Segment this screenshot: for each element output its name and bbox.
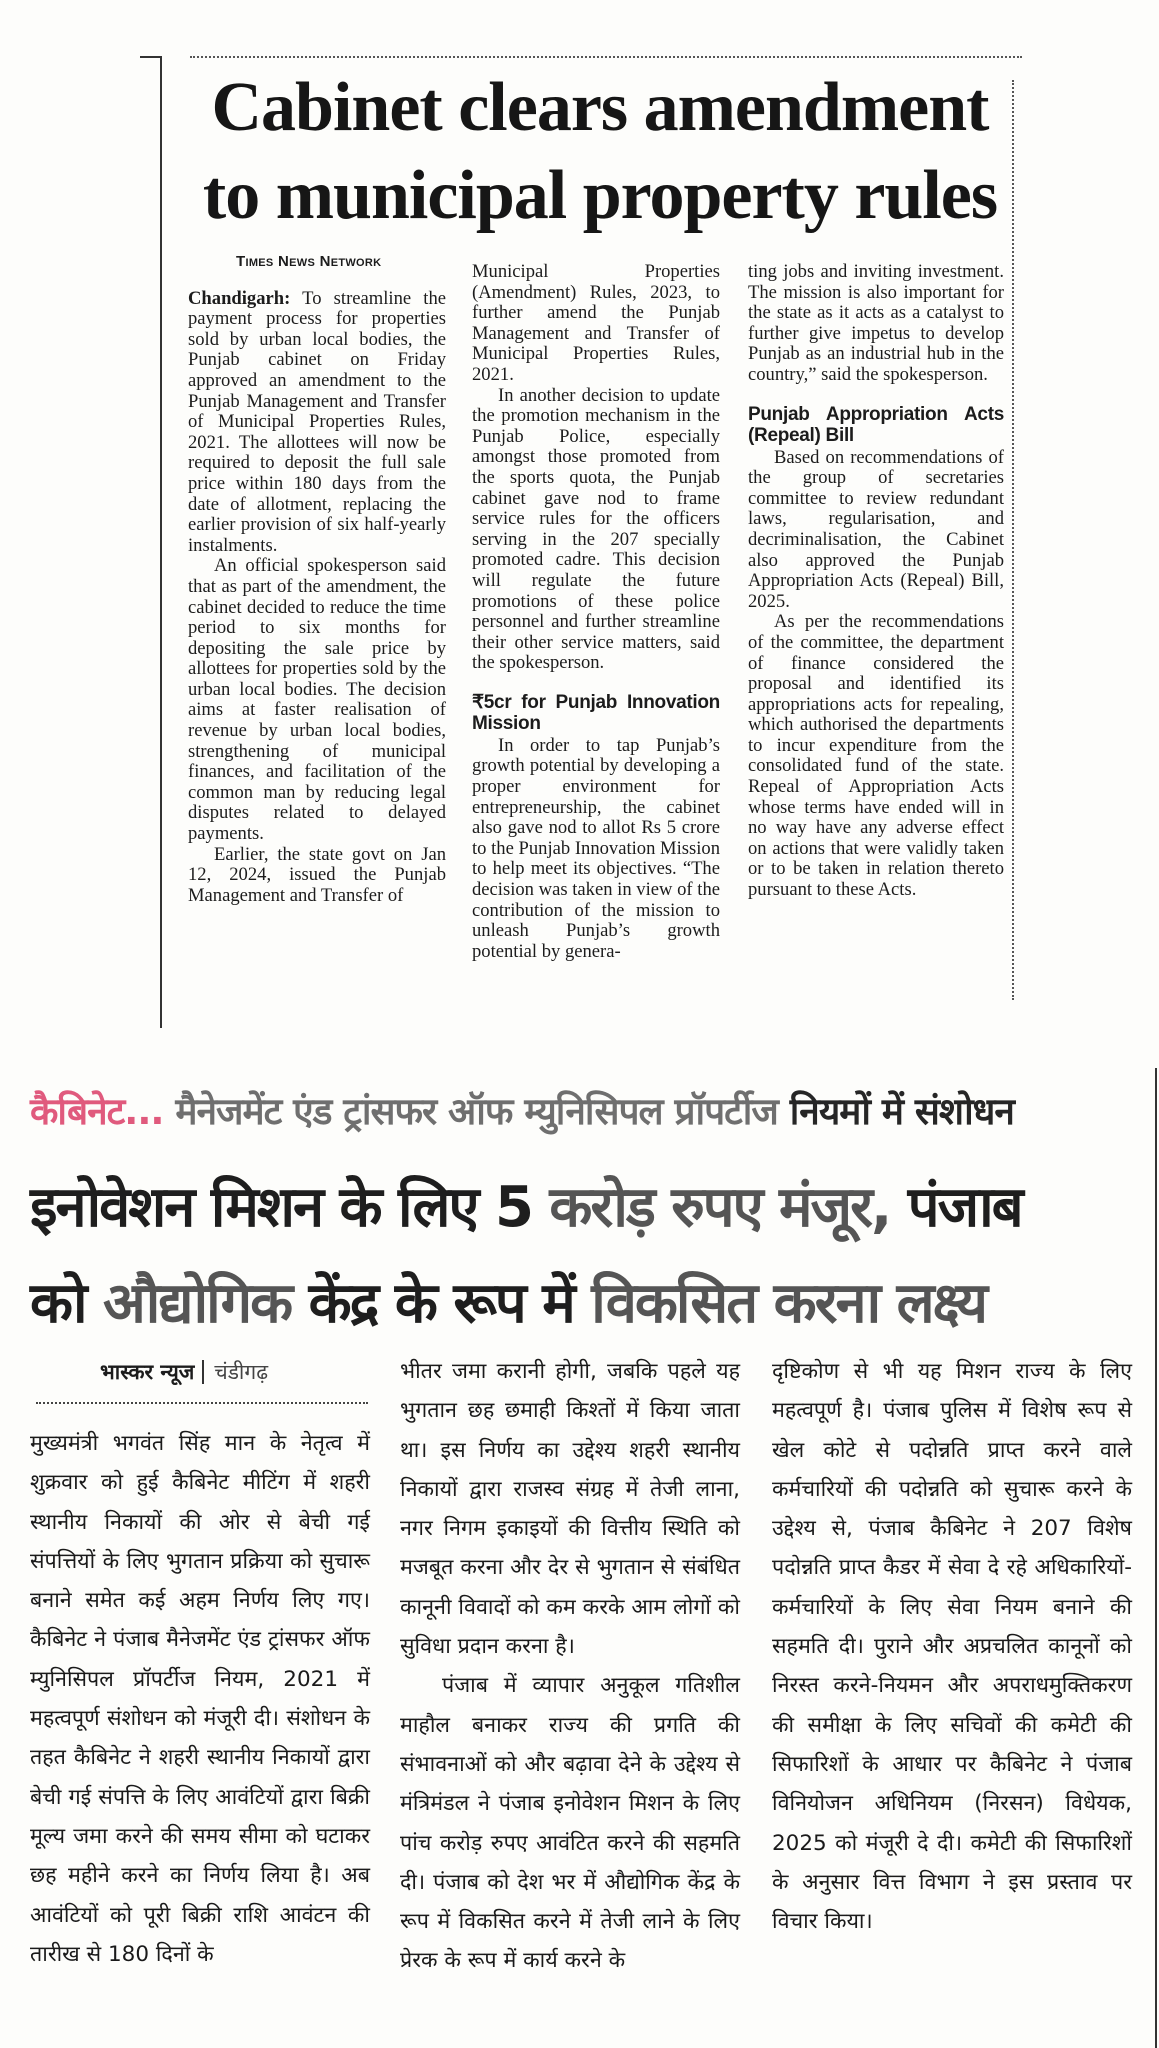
headline xyxy=(180,64,1020,240)
clipping-border xyxy=(140,56,162,58)
kicker-label: कैबिनेट... xyxy=(30,1090,164,1133)
byline-city: चंडीगढ़ xyxy=(202,1360,268,1384)
paragraph: Based on recommendations of the group of secretaries committee to review redundant laws, regularisation, and decriminalisation, the Cabinet also approved the Punjab Appropriation Acts (Repeal) Bill, 2025. xyxy=(748,446,1004,612)
byline xyxy=(100,1358,268,1386)
cut-line xyxy=(190,56,1022,58)
article-column-1 xyxy=(188,252,446,906)
article-column-3 xyxy=(772,1352,1132,1941)
divider xyxy=(36,1402,368,1404)
kicker-topic: मैनेजमेंट एंड ट्रांसफर ऑफ म्युनिसिपल प्रॉपर्टीज xyxy=(163,1090,778,1133)
article-column-1 xyxy=(30,1424,370,1974)
kicker-topic: नियमों में संशोधन xyxy=(777,1090,1014,1133)
article-column-2 xyxy=(400,1352,740,1981)
paragraph: An official spokesperson said that as part of the amendment, the cabinet decided to reduce the time period to six months for depositing the sale price by allottees for properties sold by the urban local bodies. The decision aims at faster realisation of revenue by urban local bodies, strengthening of municipal finances, and facilitation of the common man by reducing legal disputes related to delayed payments. xyxy=(188,555,446,845)
headline: इनोवेशन मिशन के लिए 5 करोड़ रुपए मंजूर, पंजाब को औद्योगिक केंद्र के रूप में विकसित करना लक्ष्य xyxy=(30,1175,1022,1336)
clipping-border xyxy=(1155,1068,1157,2048)
subheading: Punjab Appropriation Acts (Repeal) Bill xyxy=(748,403,1004,446)
paragraph: In another decision to update the promotion mechanism in the Punjab Police, especially amongst those promoted from the sports quota, the Punjab cabinet gave nod to frame service rules for the officers serving in the 207 specially promoted cadre. This decision will regulate the future promotions of these police personnel and further streamline their other service matters, said the spokesperson. xyxy=(472,384,720,674)
kicker xyxy=(30,1084,1150,1140)
subheading: ₹5cr for Punjab Innovation Mission xyxy=(472,691,720,734)
paragraph: ting jobs and inviting investment. The mission is also important for the state as it acts as a catalyst to further give impetus to develop Punjab as an industrial hub in the country,” said the spokesperson. xyxy=(748,261,1004,385)
article-column-2 xyxy=(472,262,720,962)
paragraph: As per the recommendations of the committee, the department of finance considered the proposal and identified its appropriations acts for repealing, which authorised the departments to incur expenditure from the consolidated fund of the state. Repeal of Appropriation Acts whose terms have ended will in no way have any adverse effect on actions that were validly taken or to be taken in relation thereto pursuant to these Acts. xyxy=(748,611,1004,901)
paragraph: भीतर जमा करानी होगी, जबकि पहले यह भुगतान छह छमाही किश्तों में किया जाता था। इस निर्णय का उद्देश्य शहरी स्थानीय निकायों द्वारा राजस्व संग्रह में तेजी लाना, नगर निगम इकाइयों की वित्तीय स्थिति को मजबूत करना और देर से भुगतान से संबंधित कानूनी विवादों को कम करके आम लोगों को सुविधा प्रदान करना है। xyxy=(400,1359,740,1660)
byline-agency: भास्कर न्यूज xyxy=(100,1360,195,1384)
clipping-border xyxy=(160,58,162,1028)
paragraph: Earlier, the state govt on Jan 12, 2024, issued the Punjab Management and Transfer of xyxy=(188,843,446,906)
paragraph: मुख्यमंत्री भगवंत सिंह मान के नेतृत्व में शुक्रवार को हुई कैबिनेट मीटिंग में शहरी स्थानीय निकायों की ओर से बेची गई संपत्तियों के लिए भुगतान प्रक्रिया को सुचारू बनाने समेत कई अहम निर्णय लिए गए। कैबिनेट ने पंजाब मैनेजमेंट एंड ट्रांसफर ऑफ म्युनिसिपल प्रॉपर्टीज नियम, 2021 में महत्वपूर्ण संशोधन को मंजूरी दी। संशोधन के तहत कैबिनेट ने शहरी स्थानीय निकायों द्वारा बेची गई संपत्ति के लिए आवंटियों द्वारा बिक्री मूल्य जमा करने की समय सीमा को घटाकर छह महीने करने का निर्णय लिया है। अब आवंटियों को पूरी बिक्री राशि आवंटन की तारीख से 180 दिनों के xyxy=(30,1431,370,1967)
paragraph: पंजाब में व्यापार अनुकूल गतिशील माहौल बनाकर राज्य की प्रगति की संभावनाओं को और बढ़ावा देने के उद्देश्य से मंत्रिमंडल ने पंजाब इनोवेशन मिशन के लिए पांच करोड़ रुपए आवंटित करने की सहमति दी। पंजाब को देश भर में औद्योगिक केंद्र के रूप में विकसित करने में तेजी लाने के लिए प्रेरक के रूप में कार्य करने के xyxy=(400,1673,740,1974)
paragraph: Chandigarh: To streamline the payment process for properties sold by urban local bodies, the Punjab cabinet on Friday approved an amendment to the Punjab Management and Transfer of Municipal Properties Rules, 2021. The allottees will now be required to deposit the full sale price within 180 days from the date of allotment, replacing the earlier provision of six half-yearly instalments. xyxy=(188,287,447,556)
headline-line: Cabinet clears amendment xyxy=(211,69,989,146)
byline: Times News Network xyxy=(236,253,382,270)
dateline: Chandigarh: xyxy=(188,287,291,309)
paragraph: दृष्टिकोण से भी यह मिशन राज्य के लिए महत्वपूर्ण है। पंजाब पुलिस में विशेष रूप से खेल कोटे से पदोन्नति प्राप्त करने वाले कर्मचारियों की पदोन्नति को सुचारू करने के उद्देश्य से, पंजाब कैबिनेट ने 207 विशेष पदोन्नति प्राप्त कैडर में सेवा दे रहे अधिकारियों-कर्मचारियों के लिए सेवा नियम बनाने की सहमति दी। पुराने और अप्रचलित कानूनों को निरस्त करने-नियमन और अपराधमुक्तिकरण की समीक्षा के लिए सचिवों की कमेटी की सिफारिशों के आधार पर कैबिनेट ने पंजाब विनियोजन अधिनियम (निरसन) विधेयक, 2025 को मंजूरी दे दी। कमेटी की सिफारिशों के अनुसार वित्त विभाग ने इस प्रस्ताव पर विचार किया। xyxy=(772,1359,1132,1935)
paragraph: Municipal Properties (Amendment) Rules, 2023, to further amend the Punjab Management and Transfer of Municipal Properties Rules, 2021. xyxy=(472,261,720,385)
headline-line: to municipal property rules xyxy=(202,157,998,234)
paragraph: In order to tap Punjab’s growth potential by developing a proper environment for entrepreneurship, the cabinet also gave nod to allot Rs 5 crore to the Punjab Innovation Mission to help meet its objectives. “The decision was taken in view of the contribution of the mission to unleash Punjab’s growth potential by genera- xyxy=(472,734,720,962)
article-column-3 xyxy=(748,262,1004,901)
